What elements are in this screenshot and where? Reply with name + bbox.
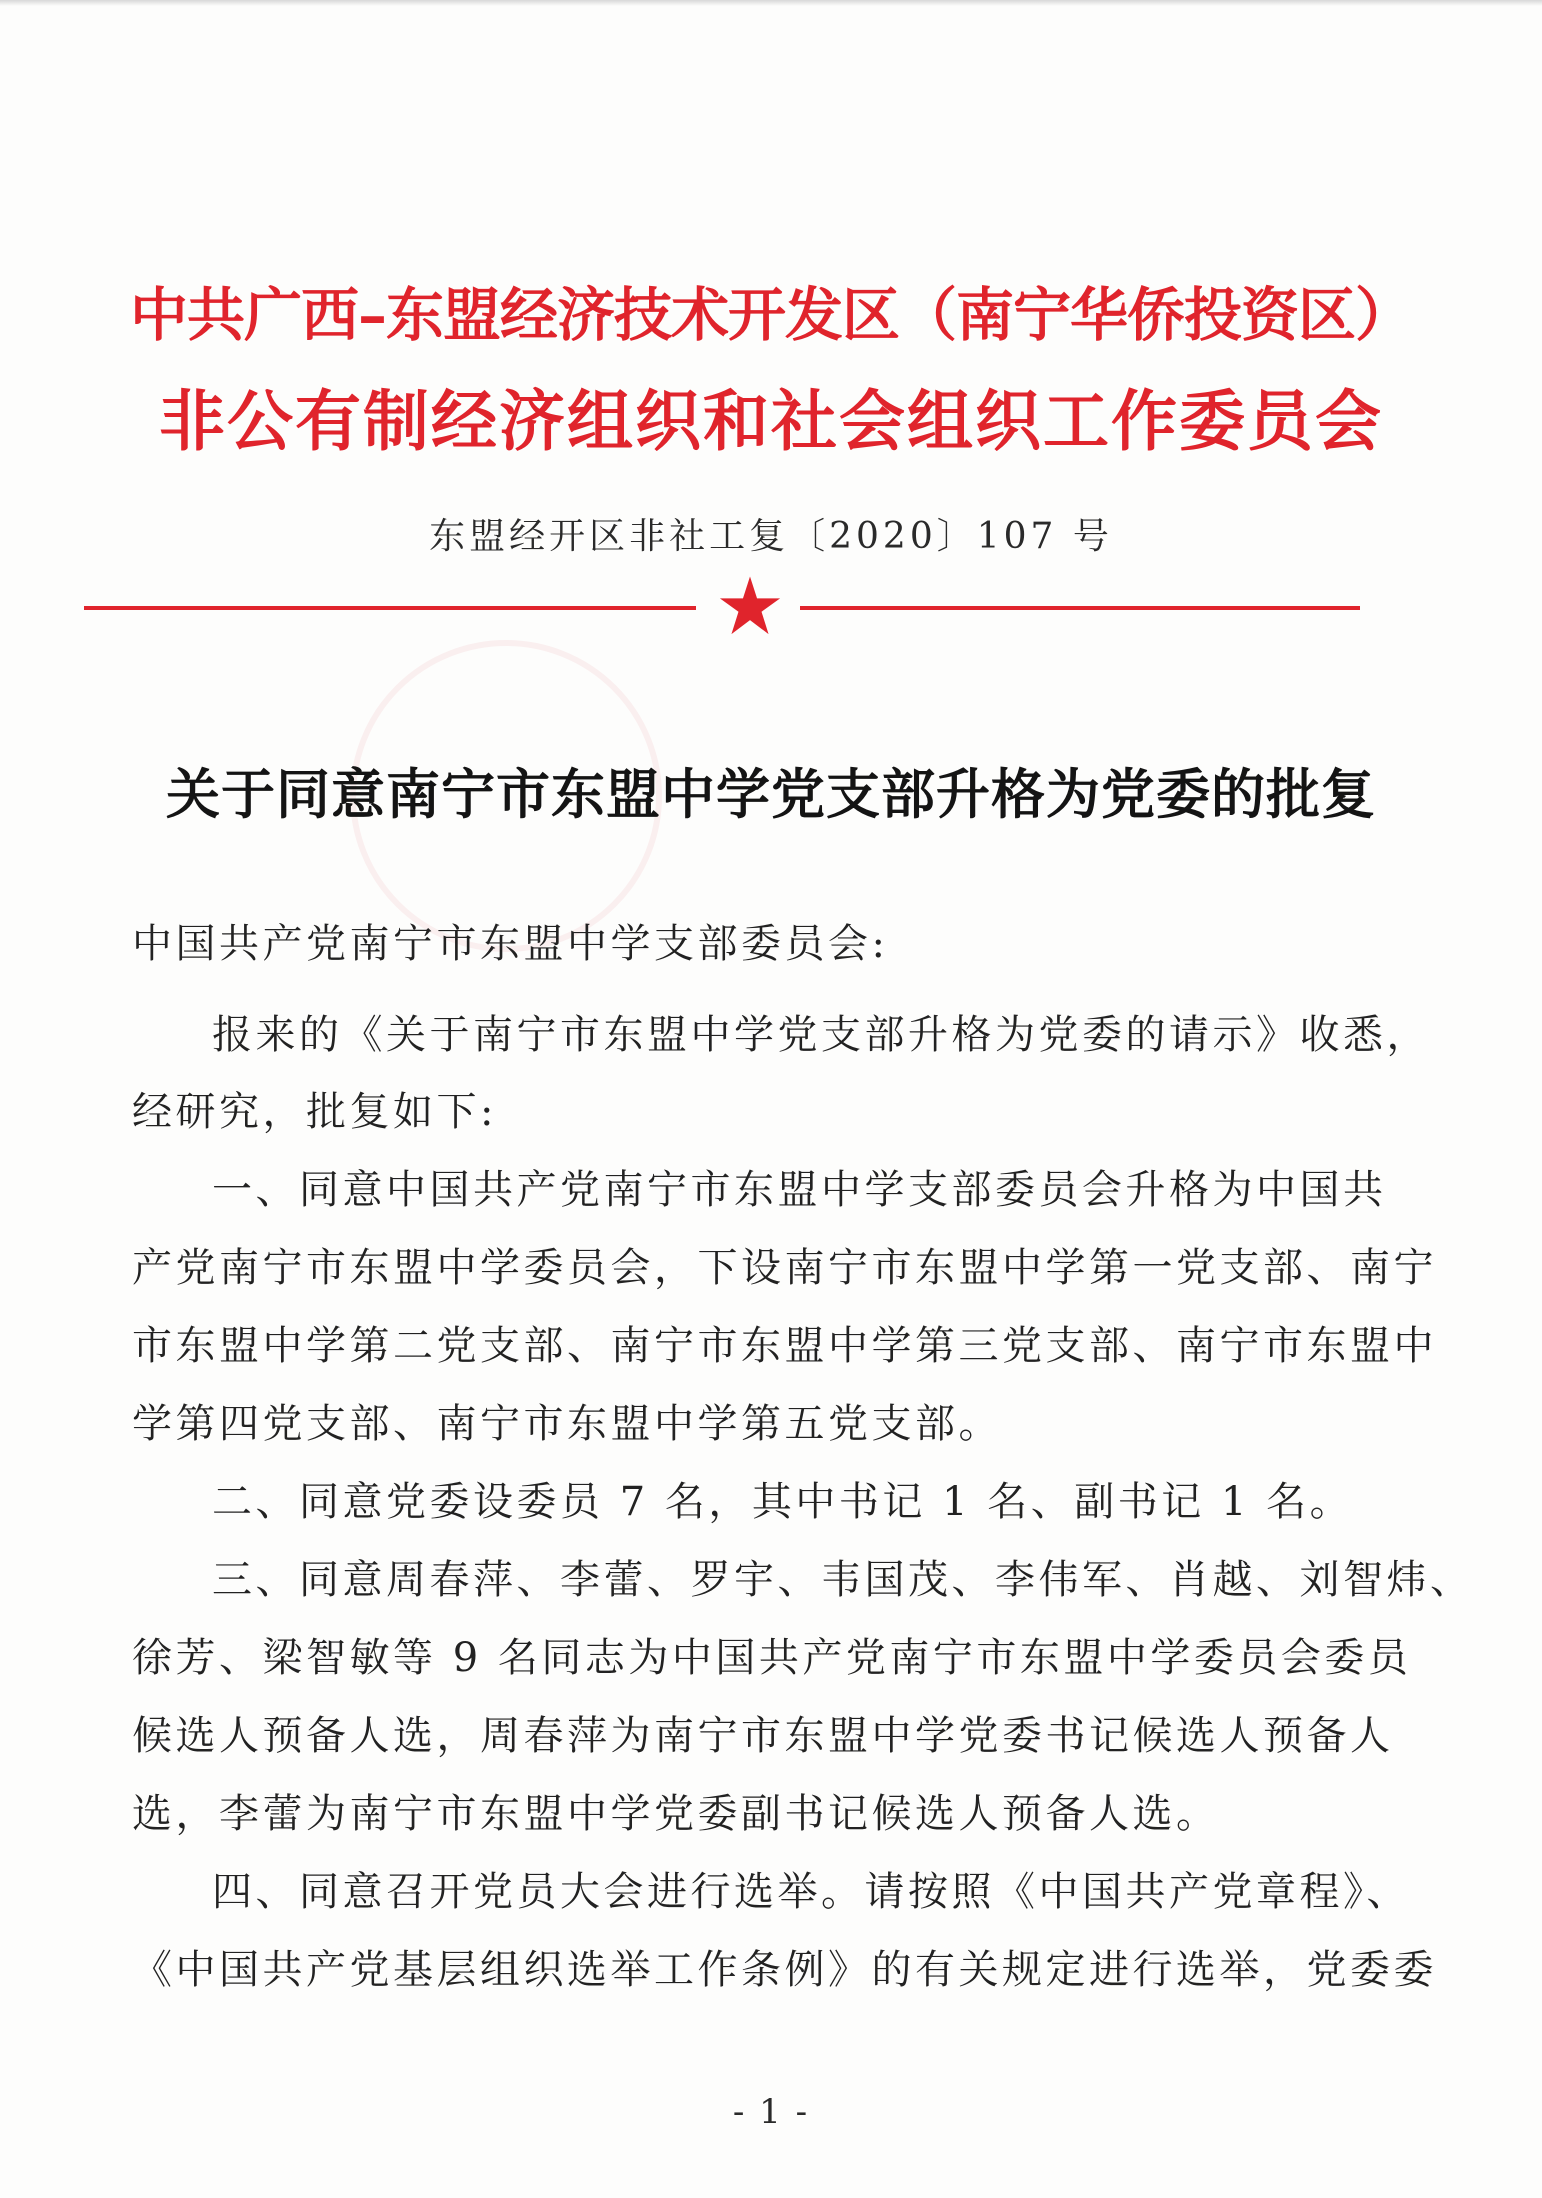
- red-divider-right: [800, 606, 1360, 610]
- body-line: 报来的《关于南宁市东盟中学党支部升格为党委的请示》收悉，: [212, 1012, 1430, 1058]
- salutation: 中国共产党南宁市东盟中学支部委员会:: [132, 921, 889, 967]
- issuing-organization-line-2: 非公有制经济组织和社会组织工作委员会: [159, 382, 1383, 460]
- scan-edge-shadow: [0, 0, 1542, 6]
- body-line: 四、同意召开党员大会进行选举。请按照《中国共产党章程》、: [212, 1869, 1410, 1915]
- document-number: 东盟经开区非社工复〔2020〕107 号: [429, 516, 1113, 557]
- body-line: 三、同意周春萍、李蕾、罗宇、韦国茂、李伟军、肖越、刘智炜、: [212, 1557, 1474, 1603]
- body-line: 一、同意中国共产党南宁市东盟中学支部委员会升格为中国共: [212, 1167, 1387, 1213]
- page-number: - 1 -: [732, 2092, 810, 2132]
- body-line: 候选人预备人选，周春萍为南宁市东盟中学党委书记候选人预备人: [132, 1713, 1394, 1759]
- body-line: 徐芳、梁智敏等 9 名同志为中国共产党南宁市东盟中学委员会委员: [132, 1635, 1412, 1681]
- document-title: 关于同意南宁市东盟中学党支部升格为党委的批复: [166, 762, 1376, 826]
- issuing-organization-line-1: 中共广西–东盟经济技术开发区（南宁华侨投资区）: [129, 281, 1412, 349]
- star-icon: [718, 574, 782, 638]
- red-divider-left: [84, 606, 696, 610]
- body-line: 经研究，批复如下:: [132, 1089, 497, 1135]
- body-line: 产党南宁市东盟中学委员会，下设南宁市东盟中学第一党支部、南宁: [132, 1245, 1437, 1291]
- body-line: 市东盟中学第二党支部、南宁市东盟中学第三党支部、南宁市东盟中: [132, 1323, 1437, 1369]
- body-line: 《中国共产党基层组织选举工作条例》的有关规定进行选举，党委委: [132, 1947, 1437, 1993]
- body-line: 学第四党支部、南宁市东盟中学第五党支部。: [132, 1401, 1002, 1447]
- body-line: 选，李蕾为南宁市东盟中学党委副书记候选人预备人选。: [132, 1791, 1220, 1837]
- body-line: 二、同意党委设委员 7 名，其中书记 1 名、副书记 1 名。: [212, 1479, 1354, 1525]
